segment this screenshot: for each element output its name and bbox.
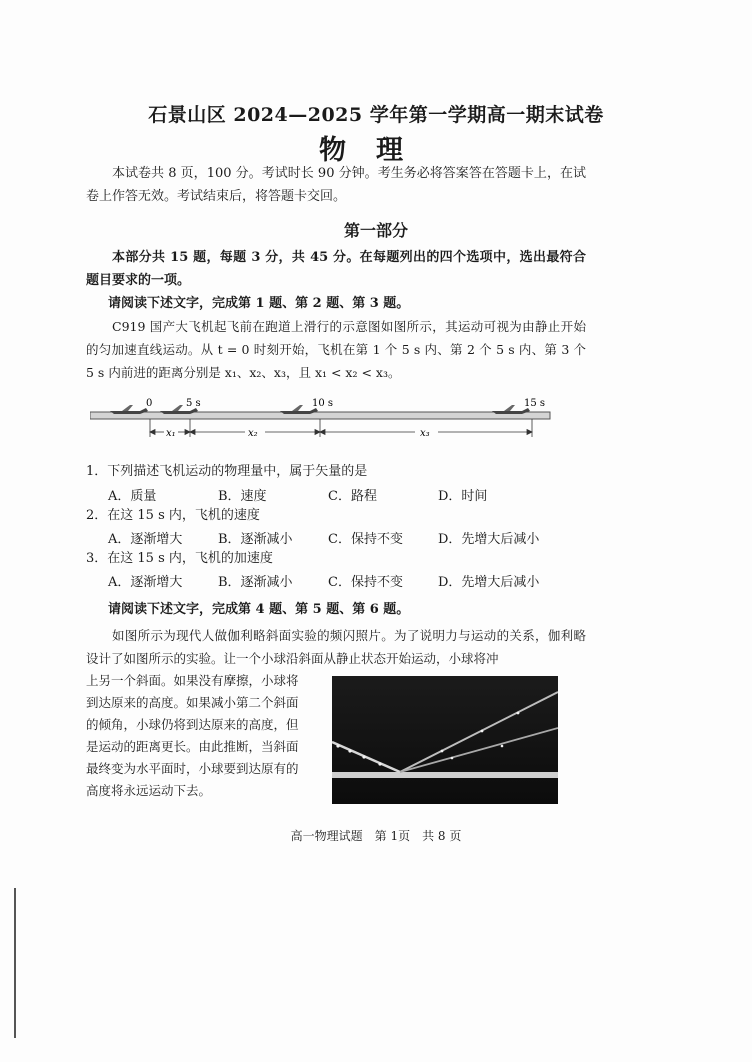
scan-edge-mark <box>14 888 16 1038</box>
option-b: B．逐渐减小 <box>218 575 293 590</box>
question-1-options <box>108 485 588 505</box>
option-b: B．逐渐减小 <box>218 532 293 547</box>
distance-label: x₁ <box>166 428 176 439</box>
passage-line: 到达原来的高度。如果减小第二个斜面 <box>86 695 299 710</box>
part-instructions: 本部分共 15 题，每题 3 分，共 45 分。在每题列出的四个选项中，选出最符合题目要求的一项。 <box>86 250 586 288</box>
airplane-icon <box>110 405 148 414</box>
passage-line: 是运动的距离更长。由此推断，当斜面 <box>86 739 299 754</box>
time-label: 15 s <box>524 398 546 409</box>
passage-line: 的倾角，小球仍将到达原来的高度，但 <box>86 717 299 732</box>
option-b: B．速度 <box>218 489 267 504</box>
time-label: 5 s <box>186 398 201 409</box>
group2-passage: 如图所示为现代人做伽利略斜面实验的频闪照片。为了说明力与运动的关系，伽利略设计了如图所示的实验。让一个小球沿斜面从静止状态开始运动，小球将冲 <box>86 628 586 666</box>
group1-prompt: 请阅读下述文字，完成第 1 题、第 2 题、第 3 题。 <box>108 296 410 311</box>
subject-title: 物理 <box>319 135 433 166</box>
part-heading: 第一部分 <box>343 221 408 240</box>
group1-passage: C919 国产大飞机起飞前在跑道上滑行的示意图如图所示，其运动可视为由静止开始的匀加速直线运动。从 t = 0 时刻开始，飞机在第 1 个 5 s 内、第 2 个 5 s 内、第 3 个 5 s 内前进的距离分别是 x₁、x₂、x₃，且 x₁ < x₂ < x₃。 <box>86 319 586 380</box>
passage-line: 上另一个斜面。如果没有摩擦，小球将 <box>86 673 299 688</box>
group2-passage-wrap <box>86 670 322 802</box>
option-d: D．先增大后减小 <box>438 575 540 590</box>
question-3-options <box>108 571 588 591</box>
passage-line: 高度将永远运动下去。 <box>86 783 212 798</box>
distance-label: x₂ <box>248 428 258 439</box>
option-c: C．保持不变 <box>328 532 403 547</box>
time-label: 10 s <box>312 398 334 409</box>
strobe-photo <box>332 676 558 804</box>
exam-title: 石景山区 2024—2025 学年第一学期高一期末试卷 <box>148 104 604 126</box>
option-a: A．逐渐增大 <box>108 575 183 590</box>
option-c: C．路程 <box>328 489 377 504</box>
runway-figure <box>90 392 560 444</box>
option-d: D．先增大后减小 <box>438 532 540 547</box>
passage-line: 最终变为水平面时，小球要到达原有的 <box>86 761 299 776</box>
option-a: A．逐渐增大 <box>108 532 183 547</box>
question-2-stem: 2．在这 15 s 内，飞机的速度 <box>86 508 260 523</box>
group2-prompt: 请阅读下述文字，完成第 4 题、第 5 题、第 6 题。 <box>108 602 410 617</box>
time-label: 0 <box>146 398 153 409</box>
page-footer: 高一物理试题 第 1页 共 8 页 <box>290 829 462 843</box>
question-2-options <box>108 528 588 548</box>
intro-paragraph: 本试卷共 8 页，100 分。考试时长 90 分钟。考生务必将答案答在答题卡上，在试卷上作答无效。考试结束后，将答题卡交回。 <box>86 166 586 204</box>
question-3-stem: 3．在这 15 s 内，飞机的加速度 <box>86 551 273 566</box>
option-d: D．时间 <box>438 489 488 504</box>
option-a: A．质量 <box>108 489 157 504</box>
question-1-stem: 1．下列描述飞机运动的物理量中，属于矢量的是 <box>86 464 368 479</box>
distance-label: x₃ <box>420 428 430 439</box>
option-c: C．保持不变 <box>328 575 403 590</box>
distance-arrows <box>150 430 532 435</box>
runway <box>90 412 550 419</box>
